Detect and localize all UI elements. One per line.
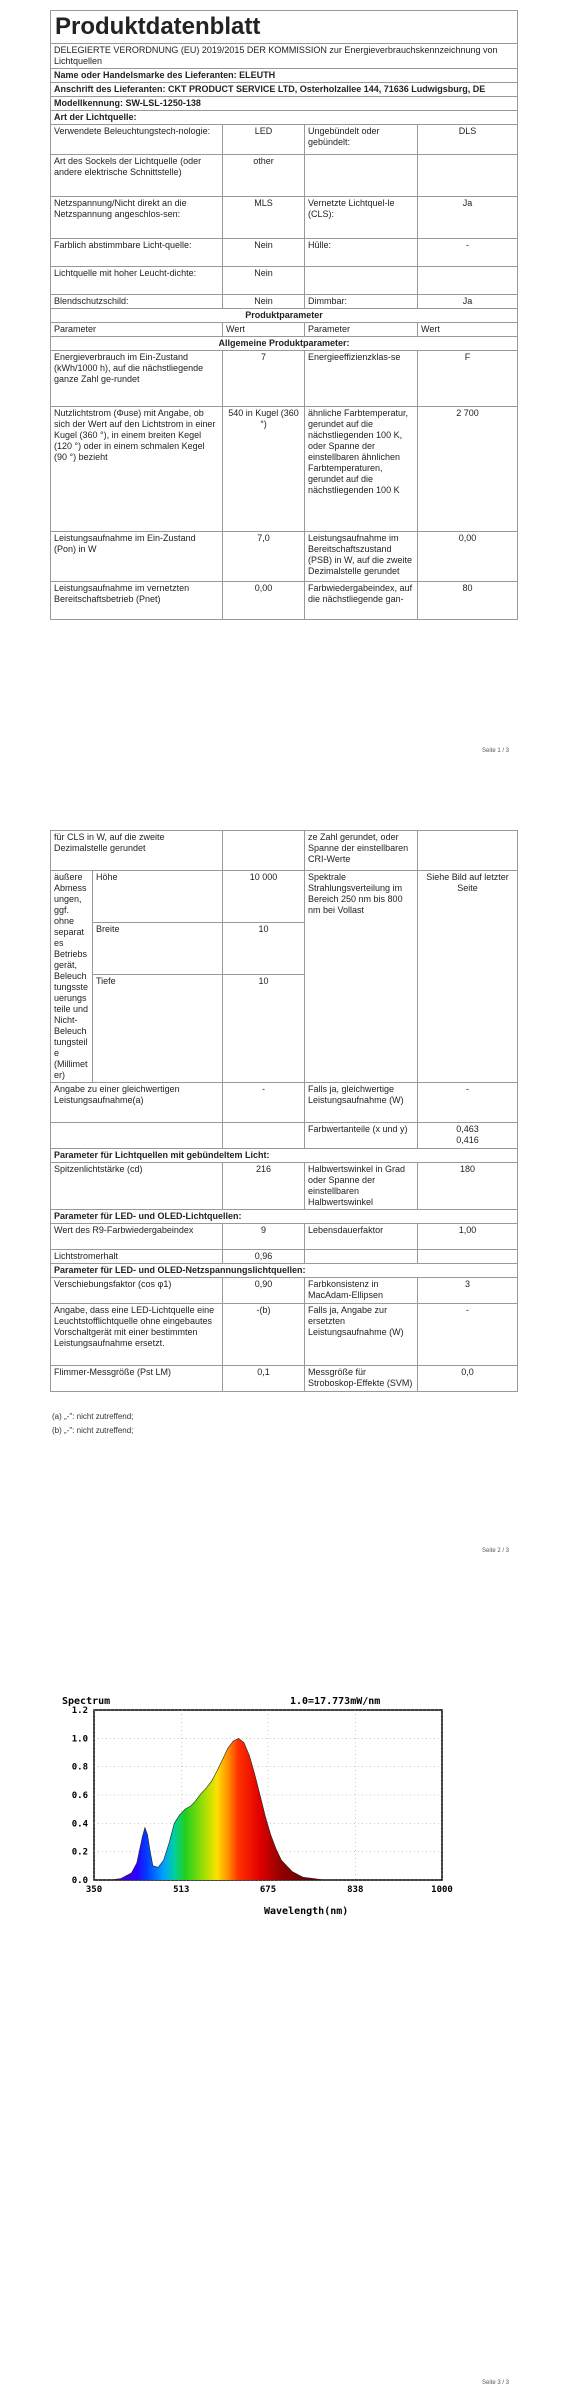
row-label: Netzspannung/Nicht direkt an die Netzspannung angeschlos-sen: <box>51 197 223 239</box>
row-value <box>418 267 518 295</box>
row-value: 0,00 <box>418 532 518 582</box>
retro-value: -(b) <box>223 1304 305 1366</box>
pf-label: Verschiebungsfaktor (cos φ1) <box>51 1278 223 1304</box>
footnote-a: (a) „-": nicht zutreffend; <box>52 1412 134 1421</box>
row-label: Energieeffizienzklas-se <box>305 351 418 407</box>
beam-label: Halbwertswinkel in Grad oder Spanne der einstellbaren Halbwertswinkel <box>305 1163 418 1210</box>
row-value: Nein <box>223 267 305 295</box>
x-tick-label: 513 <box>173 1885 190 1895</box>
row-value: 80 <box>418 582 518 620</box>
row-value: LED <box>223 125 305 155</box>
pf-value: 0,90 <box>223 1278 305 1304</box>
x-tick-label: 675 <box>259 1885 277 1895</box>
retro-label: Angabe, dass eine LED-Lichtquelle eine Leuchtstofflichtquelle ohne eingebautes Vorschaltgerät mit einer bestimmten Leistungsaufnahme ersetzt. <box>51 1304 223 1366</box>
row-label: ze Zahl gerundet, oder Spanne der einstellbaren CRI-Werte <box>305 831 418 871</box>
equiv-label: Angabe zu einer gleichwertigen Leistungsaufnahme(a) <box>51 1083 223 1123</box>
r9-value: 9 <box>223 1224 305 1250</box>
footnote-b: (b) „-": nicht zutreffend; <box>52 1426 134 1435</box>
dim-label: Höhe <box>93 871 223 923</box>
row-label: Blendschutzschild: <box>51 295 223 309</box>
page-number: Seite 1 / 3 <box>482 748 510 754</box>
chroma-label: Farbwertanteile (x und y) <box>305 1123 418 1149</box>
x-tick-label: 350 <box>85 1885 103 1895</box>
row-label <box>305 155 418 197</box>
chart-title: 1.0=17.773mW/nm <box>290 1696 381 1707</box>
row-label: Ungebündelt oder gebündelt: <box>305 125 418 155</box>
y-tick-label: 1.0 <box>71 1734 88 1745</box>
col-header-param: Parameter <box>305 323 418 337</box>
row-value: Nein <box>223 295 305 309</box>
datasheet-table-1 <box>50 10 518 620</box>
row-value: 7 <box>223 351 305 407</box>
row-value: Ja <box>418 295 518 309</box>
y-axis-label: Spectrum <box>62 1696 111 1707</box>
maint-label: Lichtstromerhalt <box>51 1250 223 1264</box>
peak-value: 216 <box>223 1163 305 1210</box>
col-header-param: Parameter <box>51 323 223 337</box>
row-value: Ja <box>418 197 518 239</box>
row-label: Leistungsaufnahme im Ein-Zustand (Pon) in W <box>51 532 223 582</box>
chroma-y: 0,416 <box>456 1135 479 1145</box>
equiv-value-2: - <box>418 1083 518 1123</box>
page-number: Seite 2 / 3 <box>482 1548 510 1554</box>
row-label: Farblich abstimmbare Licht-quelle: <box>51 239 223 267</box>
chroma-x: 0,463 <box>456 1124 479 1134</box>
equiv-value: - <box>223 1083 305 1123</box>
row-label: für CLS in W, auf die zweite Dezimalstelle gerundet <box>51 831 223 871</box>
section-bundled: Parameter für Lichtquellen mit gebündeltem Licht: <box>51 1149 518 1163</box>
row-label: Energieverbrauch im Ein-Zustand (kWh/1000 h), auf die nächstliegende ganze Zahl ge-rundet <box>51 351 223 407</box>
flicker-label: Flimmer-Messgröße (Pst LM) <box>51 1366 223 1392</box>
page-3 <box>0 1660 565 2400</box>
dim-value: 10 <box>223 975 305 1083</box>
svm-value: 0,0 <box>418 1366 518 1392</box>
row-value: other <box>223 155 305 197</box>
page-title: Produktdatenblatt <box>51 11 518 44</box>
row-value: 7,0 <box>223 532 305 582</box>
svm-label: Messgröße für Stroboskop-Effekte (SVM) <box>305 1366 418 1392</box>
row-label: Farbwiedergabeindex, auf die nächstliegende gan- <box>305 582 418 620</box>
maint-value: 0,96 <box>223 1250 305 1264</box>
supplier-name: Name oder Handelsmarke des Lieferanten: ELEUTH <box>51 69 518 83</box>
y-tick-label: 0.6 <box>71 1791 88 1801</box>
r9-label: Wert des R9-Farbwiedergabeindex <box>51 1224 223 1250</box>
row-value: Nein <box>223 239 305 267</box>
row-label: Hülle: <box>305 239 418 267</box>
dim-value: 10 000 <box>223 871 305 923</box>
flicker-value: 0,1 <box>223 1366 305 1392</box>
row-value: MLS <box>223 197 305 239</box>
y-tick-label: 0.8 <box>71 1762 88 1773</box>
supplier-address: Anschrift des Lieferanten: CKT PRODUCT SERVICE LTD, Osterholzallee 144, 71636 Ludwigsburg, DE <box>51 83 518 97</box>
row-label: Nutzlichtstrom (Φuse) mit Angabe, ob sich der Wert auf den Lichtstrom in einer Kugel (360 °), in einem breiten Kegel (120 °) oder in einem schmalen Kegel (90 °) bezieht <box>51 407 223 532</box>
life-value: 1,00 <box>418 1224 518 1250</box>
life-label: Lebensdauerfaktor <box>305 1224 418 1250</box>
spectral-value: Siehe Bild auf letzter Seite <box>418 871 518 1083</box>
x-tick-label: 1000 <box>431 1885 453 1895</box>
row-label <box>305 267 418 295</box>
retro-label-2: Falls ja, Angabe zur ersetzten Leistungsaufnahme (W) <box>305 1304 418 1366</box>
dimensions-label: äußere Abmessungen, ggf. ohne separates Betriebsgerät, Beleuchtungssteuerungsteile und Nicht-Beleuchtungsteile (Millimeter) <box>51 871 93 1083</box>
row-label: Vernetzte Lichtquel-le (CLS): <box>305 197 418 239</box>
row-value: 0,00 <box>223 582 305 620</box>
model-id: Modellkennung: SW-LSL-1250-138 <box>51 97 518 111</box>
row-value: F <box>418 351 518 407</box>
spectral-label: Spektrale Strahlungsverteilung im Bereich 250 nm bis 800 nm bei Vollast <box>305 871 418 1083</box>
chroma-values <box>418 1123 518 1149</box>
row-label: ähnliche Farbtemperatur, gerundet auf die nächstliegenden 100 K, oder Spanne der einstellbaren ähnlichen Farbtemperaturen, gerundet auf die nächstliegenden 100 K <box>305 407 418 532</box>
peak-label: Spitzenlichtstärke (cd) <box>51 1163 223 1210</box>
x-axis-label: Wavelength(nm) <box>264 1906 349 1917</box>
col-header-wert: Wert <box>418 323 518 337</box>
light-source-type-heading: Art der Lichtquelle: <box>51 111 518 125</box>
y-tick-label: 0.2 <box>71 1847 88 1858</box>
col-header-wert: Wert <box>223 323 305 337</box>
section-mains: Parameter für LED- und OLED-Netzspannungslichtquellen: <box>51 1264 518 1278</box>
row-label: Dimmbar: <box>305 295 418 309</box>
section-produktparameter: Produktparameter <box>51 309 518 323</box>
dim-label: Breite <box>93 923 223 975</box>
y-tick-label: 1.2 <box>71 1706 88 1716</box>
regulation-text: DELEGIERTE VERORDNUNG (EU) 2019/2015 DER KOMMISSION zur Energieverbrauchskennzeichnung von Lichtquellen <box>51 44 518 69</box>
row-value: 540 in Kugel (360 °) <box>223 407 305 532</box>
dim-value: 10 <box>223 923 305 975</box>
row-label: Verwendete Beleuchtungstech-nologie: <box>51 125 223 155</box>
row-value: DLS <box>418 125 518 155</box>
datasheet-table-2 <box>50 830 518 1392</box>
page-1 <box>0 0 565 765</box>
y-tick-label: 0.4 <box>71 1819 88 1830</box>
x-tick-label: 838 <box>347 1885 364 1895</box>
spectrum-chart <box>0 1688 565 1938</box>
page-2 <box>0 820 565 1580</box>
row-value: - <box>418 239 518 267</box>
row-label: Leistungsaufnahme im vernetzten Bereitschaftsbetrieb (Pnet) <box>51 582 223 620</box>
row-label: Leistungsaufnahme im Bereitschaftszustand (PSB) in W, auf die zweite Dezimalstelle gerundet <box>305 532 418 582</box>
cc-value: 3 <box>418 1278 518 1304</box>
row-value: 2 700 <box>418 407 518 532</box>
equiv-label-2: Falls ja, gleichwertige Leistungsaufnahme (W) <box>305 1083 418 1123</box>
row-label: Lichtquelle mit hoher Leucht-dichte: <box>51 267 223 295</box>
beam-value: 180 <box>418 1163 518 1210</box>
row-label: Art des Sockels der Lichtquelle (oder andere elektrische Schnittstelle) <box>51 155 223 197</box>
dim-label: Tiefe <box>93 975 223 1083</box>
section-led: Parameter für LED- und OLED-Lichtquellen: <box>51 1210 518 1224</box>
retro-value-2: - <box>418 1304 518 1366</box>
row-value <box>418 155 518 197</box>
section-allgemeine: Allgemeine Produktparameter: <box>51 337 518 351</box>
y-tick-label: 0.0 <box>71 1876 88 1886</box>
cc-label: Farbkonsistenz in MacAdam-Ellipsen <box>305 1278 418 1304</box>
page-number: Seite 3 / 3 <box>482 2380 510 2386</box>
